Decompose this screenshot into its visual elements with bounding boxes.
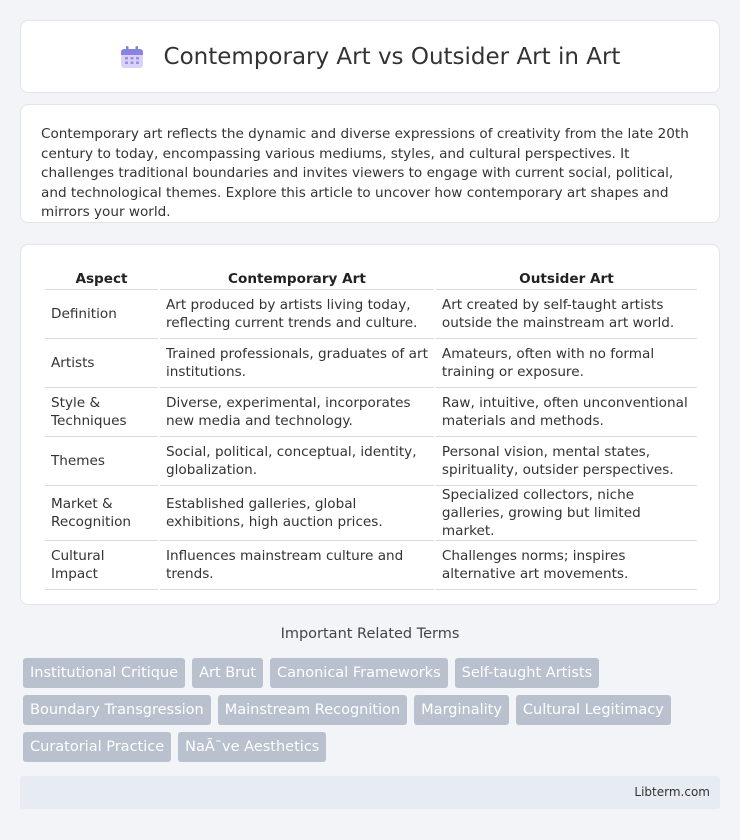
header — [120, 44, 621, 70]
table-row — [45, 388, 697, 437]
intro-card — [20, 104, 720, 223]
table-row — [45, 290, 697, 339]
tag-institutional-critique[interactable]: Institutional Critique — [23, 658, 185, 688]
contemporary-cell: Influences mainstream culture and trends. — [160, 541, 434, 590]
related-terms-list — [23, 658, 723, 762]
contemporary-cell: Trained professionals, graduates of art institutions. — [160, 339, 434, 388]
table-row — [45, 541, 697, 590]
footer — [20, 776, 720, 809]
outsider-cell: Challenges norms; inspires alternative art movements. — [436, 541, 697, 590]
column-header-contemporary: Contemporary Art — [160, 265, 434, 290]
footer-site-link[interactable]: Libterm.com — [634, 785, 710, 799]
page-title: Contemporary Art vs Outsider Art in Art — [163, 43, 621, 70]
tag-canonical-frameworks[interactable]: Canonical Frameworks — [270, 658, 448, 688]
outsider-cell: Amateurs, often with no formal training or exposure. — [436, 339, 697, 388]
aspect-cell: Artists — [45, 339, 158, 388]
table-header-row — [45, 265, 697, 290]
tag-naive-aesthetics[interactable]: NaÃ¯ve Aesthetics — [178, 732, 326, 762]
tag-art-brut[interactable]: Art Brut — [192, 658, 263, 688]
aspect-cell: Cultural Impact — [45, 541, 158, 590]
contemporary-cell: Established galleries, global exhibitions, high auction prices. — [160, 486, 434, 541]
outsider-cell: Specialized collectors, niche galleries, growing but limited market. — [436, 486, 697, 541]
aspect-cell: Style & Techniques — [45, 388, 158, 437]
outsider-cell: Raw, intuitive, often unconventional materials and methods. — [436, 388, 697, 437]
aspect-cell: Market & Recognition — [45, 486, 158, 541]
header-card — [20, 20, 720, 93]
column-header-aspect: Aspect — [45, 265, 158, 290]
outsider-cell: Art created by self-taught artists outside the mainstream art world. — [436, 290, 697, 339]
table-row — [45, 437, 697, 486]
contemporary-cell: Diverse, experimental, incorporates new media and technology. — [160, 388, 434, 437]
column-header-outsider: Outsider Art — [436, 265, 697, 290]
related-terms-title: Important Related Terms — [280, 626, 460, 642]
tag-cultural-legitimacy[interactable]: Cultural Legitimacy — [516, 695, 671, 725]
tag-self-taught-artists[interactable]: Self-taught Artists — [455, 658, 600, 688]
intro-paragraph: Contemporary art reflects the dynamic and diverse expressions of creativity from the late 20th century to today, encompassing various mediums, styles, and cultural perspectives. It challenges traditional boundaries and invites viewers to engage with current social, political, and technological themes. Explore this article to uncover how contemporary art shapes and mirrors your world. — [41, 126, 689, 220]
aspect-cell: Definition — [45, 290, 158, 339]
tag-boundary-transgression[interactable]: Boundary Transgression — [23, 695, 211, 725]
comparison-table — [43, 265, 699, 590]
table-row — [45, 339, 697, 388]
contemporary-cell: Social, political, conceptual, identity, globalization. — [160, 437, 434, 486]
tag-mainstream-recognition[interactable]: Mainstream Recognition — [218, 695, 407, 725]
contemporary-cell: Art produced by artists living today, reflecting current trends and culture. — [160, 290, 434, 339]
tag-marginality[interactable]: Marginality — [414, 695, 509, 725]
comparison-table-card — [20, 244, 720, 605]
outsider-cell: Personal vision, mental states, spirituality, outsider perspectives. — [436, 437, 697, 486]
calendar-icon — [120, 45, 144, 69]
aspect-cell: Themes — [45, 437, 158, 486]
table-row — [45, 486, 697, 541]
tag-curatorial-practice[interactable]: Curatorial Practice — [23, 732, 171, 762]
